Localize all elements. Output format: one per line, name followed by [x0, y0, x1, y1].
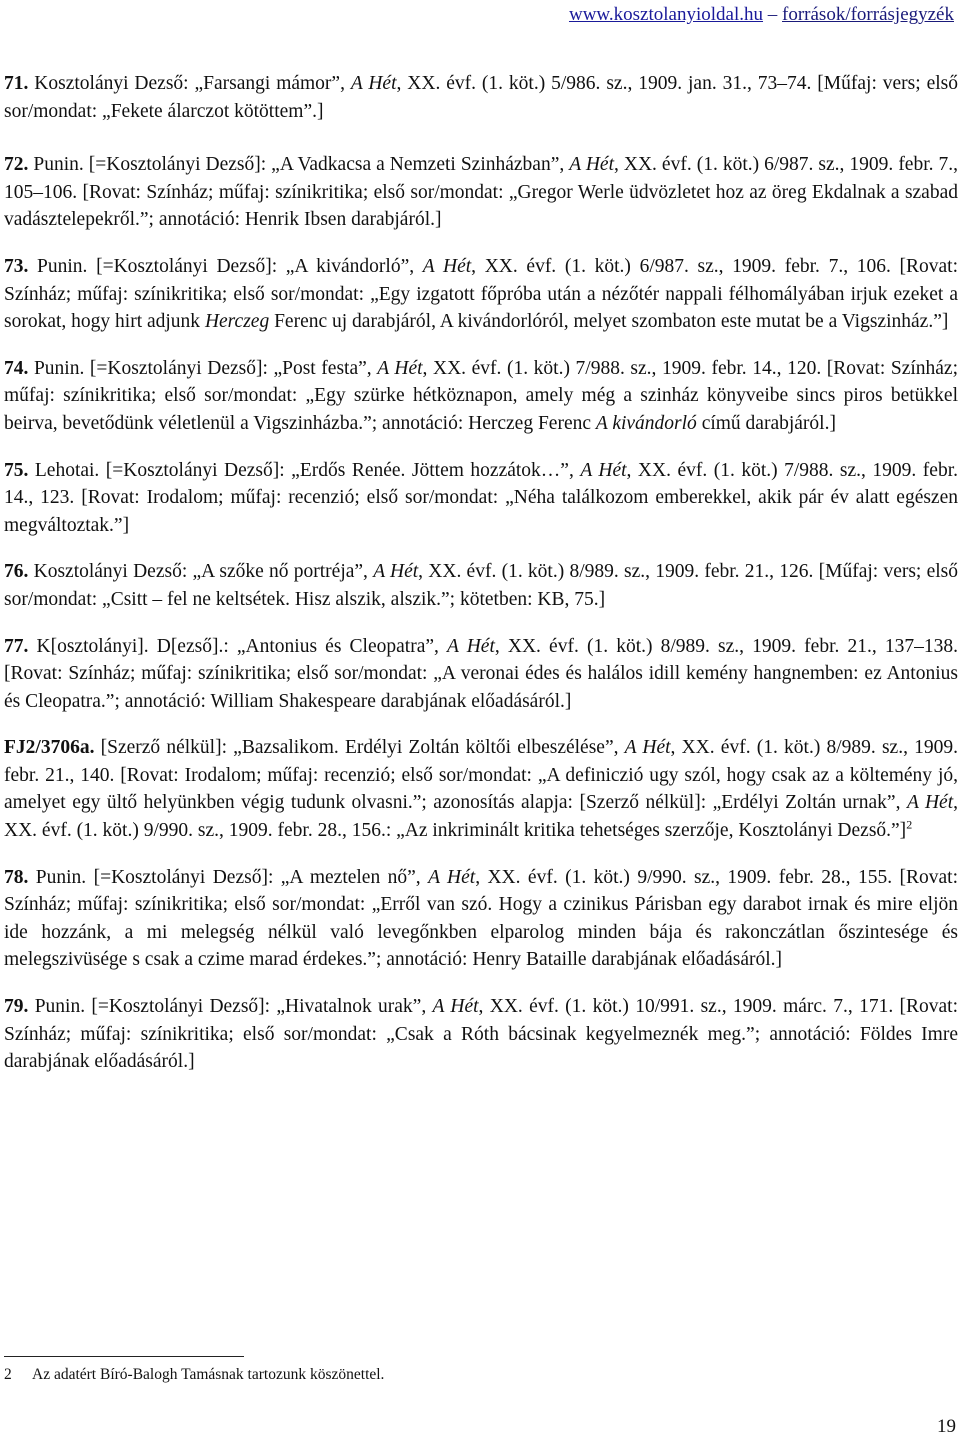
entry-text: Punin. [=Kosztolányi Dezső]: „Post festa”,: [28, 357, 378, 379]
bibliography-entry: [4, 864, 958, 974]
entry-number: 79.: [4, 996, 29, 1018]
entry-number: 71.: [4, 73, 29, 94]
bibliography-entry: [4, 993, 958, 1076]
page-header: [569, 4, 954, 26]
entry-text: K[osztolányi]. D[ezső].: „Antonius és Cleopatra”,: [28, 635, 448, 657]
entry-number: 75.: [4, 459, 29, 481]
bibliography-entry: [4, 253, 958, 336]
entry-italic-text: A Hét: [580, 459, 627, 481]
footnote-number: 2: [4, 1366, 12, 1383]
entry-text: Punin. [=Kosztolányi Dezső]: „A meztelen nő”,: [28, 866, 429, 888]
bibliography-entry: [4, 457, 958, 540]
entry-text: , XX. évf. (1. köt.) 7/988. sz., 1909. febr. 14., 120. [Rovat: Színház; műfaj: színikritika; első sor/mondat: „Egy szürke hétköznapon, amely még a szinház könyveibe sincs piros betükkel beirva, bevetődünk véletlenül a Vigszinházba.”; annotáció: Herczeg Ferenc: [4, 357, 959, 434]
entry-italic-text: A Hét: [447, 635, 495, 657]
entry-italic-text: A Hét: [373, 561, 419, 583]
footnote: [4, 1366, 384, 1384]
site-link[interactable]: www.kosztolanyioldal.hu: [568, 4, 764, 25]
bibliography-entry: [4, 70, 958, 125]
bibliography-list: [4, 70, 958, 1095]
entry-text: Kosztolányi Dezső: „Farsangi mámor”,: [28, 73, 351, 94]
bibliography-entry: [4, 355, 958, 438]
entry-italic-text: A Hét: [432, 996, 479, 1018]
entry-text: , XX. évf. (1. köt.) 6/987. sz., 1909. febr. 7., 106. [Rovat: Színház; műfaj: színikritika; első sor/mondat: „Egy izgatott főpróba után a nézőtér nappali félhomályában irjuk ezeket a sorokat, hogy hirt adjunk: [4, 255, 959, 333]
entry-text: , XX. évf. (1. köt.) 8/989. sz., 1909. febr. 21., 137–138. [Rovat: Színház; műfaj: színikritika; első sor/mondat: „A veronai édes és halálos idill kemény hangnemben: ez Antonius és Cleopatra.”; annotáció: William Shakespeare darabjának előadásáról.]: [4, 635, 959, 712]
entry-text: Punin. [=Kosztolányi Dezső]: „A kivándorló”,: [28, 255, 423, 277]
entry-text: Punin. [=Kosztolányi Dezső]: „A Vadkacsa a Nemzeti Szinházban”,: [28, 154, 570, 176]
entry-italic-text: A Hét: [422, 255, 472, 277]
footnote-text: Az adatért Bíró-Balogh Tamásnak tartozunk köszönettel.: [32, 1366, 385, 1383]
footnote-divider: [4, 1356, 244, 1357]
entry-text: Lehotai. [=Kosztolányi Dezső]: „Erdős Renée. Jöttem hozzátok…”,: [28, 459, 581, 481]
entry-text: Kosztolányi Dezső: „A szőke nő portréja”,: [28, 561, 374, 583]
entry-text: , XX. évf. (1. köt.) 10/991. sz., 1909. márc. 7., 171. [Rovat: Színház; műfaj: színikritika; első sor/mondat: „Csak a Róth bácsinak kegyelmeznék meg.”; annotáció: Földes Imre darabjának előadásáról.]: [4, 996, 958, 1073]
entry-text: , XX. évf. (1. köt.) 9/990. sz., 1909. febr. 28., 156.: „Az inkriminált kritika tehetséges szerzője, Kosztolányi Dezső.”]: [4, 792, 959, 842]
entry-text: , XX. évf. (1. köt.) 5/986. sz., 1909. jan. 31., 73–74. [Műfaj: vers; első sor/mondat: „Fekete álarczot kötöttem”.]: [4, 73, 958, 122]
entry-number: 74.: [4, 357, 29, 379]
entry-italic-text: A kivándorló: [595, 412, 697, 434]
entry-text: , XX. évf. (1. köt.) 9/990. sz., 1909. febr. 28., 155. [Rovat: Színház; műfaj: színikritika; első sor/mondat: „Erről van szó. Hogy a czinikus Párisban egy darabot irnak és mire eljön ide hozzánk, a mi melegség nélkül való levegőnkben elparolog minden bája és rakonczátlan őszintesége és melegszivüsége s csak a czime marad érdekes.”; annotáció: Henry Bataille darabjának előadásáról.]: [4, 866, 958, 971]
entry-number: 76.: [4, 561, 29, 583]
header-separator: –: [763, 4, 783, 25]
bibliography-entry: [4, 734, 958, 844]
entry-italic-text: A Hét: [428, 866, 476, 888]
bibliography-entry: [4, 633, 958, 716]
entry-text: Ferenc uj darabjáról, A kivándorlóról, melyet szombaton este mutat be a Vigszinház.”]: [269, 311, 949, 333]
entry-text: , XX. évf. (1. köt.) 7/988. sz., 1909. febr. 14., 123. [Rovat: Irodalom; műfaj: recenzió; első sor/mondat: „Néha találkozom emberekkel, akik pár év alatt egészen megváltoztak.”]: [4, 459, 958, 536]
entry-number: 72.: [4, 154, 29, 176]
entry-number: 73.: [4, 255, 29, 277]
bibliography-entry: [4, 558, 958, 613]
entry-number: 78.: [4, 866, 29, 888]
entry-text: , XX. évf. (1. köt.) 8/989. sz., 1909. febr. 21., 140. [Rovat: Irodalom; műfaj: recenzió; első sor/mondat: „A definiczió ugy szól, hogy csak az a költemény jó, amelyet egy ültő helyünkben végig tudunk olvasni.”; azonosítás alapja: [Szerző nélkül]: „Erdélyi Zoltán urnak”,: [4, 737, 958, 814]
entry-number: 77.: [4, 635, 29, 657]
entry-text: , XX. évf. (1. köt.) 8/989. sz., 1909. febr. 21., 126. [Műfaj: vers; első sor/mondat: „Csitt – fel ne keltsétek. Hisz alszik, alszik.”; kötetben: KB, 75.]: [4, 561, 959, 610]
page-number: 19: [937, 1416, 956, 1437]
section-link[interactable]: források/forrásjegyzék: [782, 4, 954, 25]
entry-italic-text: Herczeg: [204, 311, 270, 333]
entry-number: FJ2/3706a.: [4, 737, 95, 759]
entry-italic-text: A Hét: [350, 73, 397, 94]
entry-text: Punin. [=Kosztolányi Dezső]: „Hivatalnok urak”,: [28, 996, 433, 1018]
entry-text: című darabjáról.]: [696, 412, 836, 434]
entry-text: [Szerző nélkül]: „Bazsalikom. Erdélyi Zoltán költői elbeszélése”,: [94, 737, 625, 759]
entry-text: , XX. évf. (1. köt.) 6/987. sz., 1909. febr. 7., 105–106. [Rovat: Színház; műfaj: színikritika; első sor/mondat: „Gregor Werle üdvözletet hoz az öreg Ekdalnak a szabad vadásztelepekről.”; annotáció: Henrik Ibsen darabjáról.]: [4, 154, 959, 231]
bibliography-entry: [4, 151, 958, 234]
entry-italic-text: A Hét: [569, 154, 614, 176]
entry-italic-text: A Hét: [624, 737, 671, 759]
entry-italic-text: A Hét: [906, 792, 954, 814]
footnote-reference: 2: [906, 817, 913, 832]
entry-italic-text: A Hét: [377, 357, 423, 379]
